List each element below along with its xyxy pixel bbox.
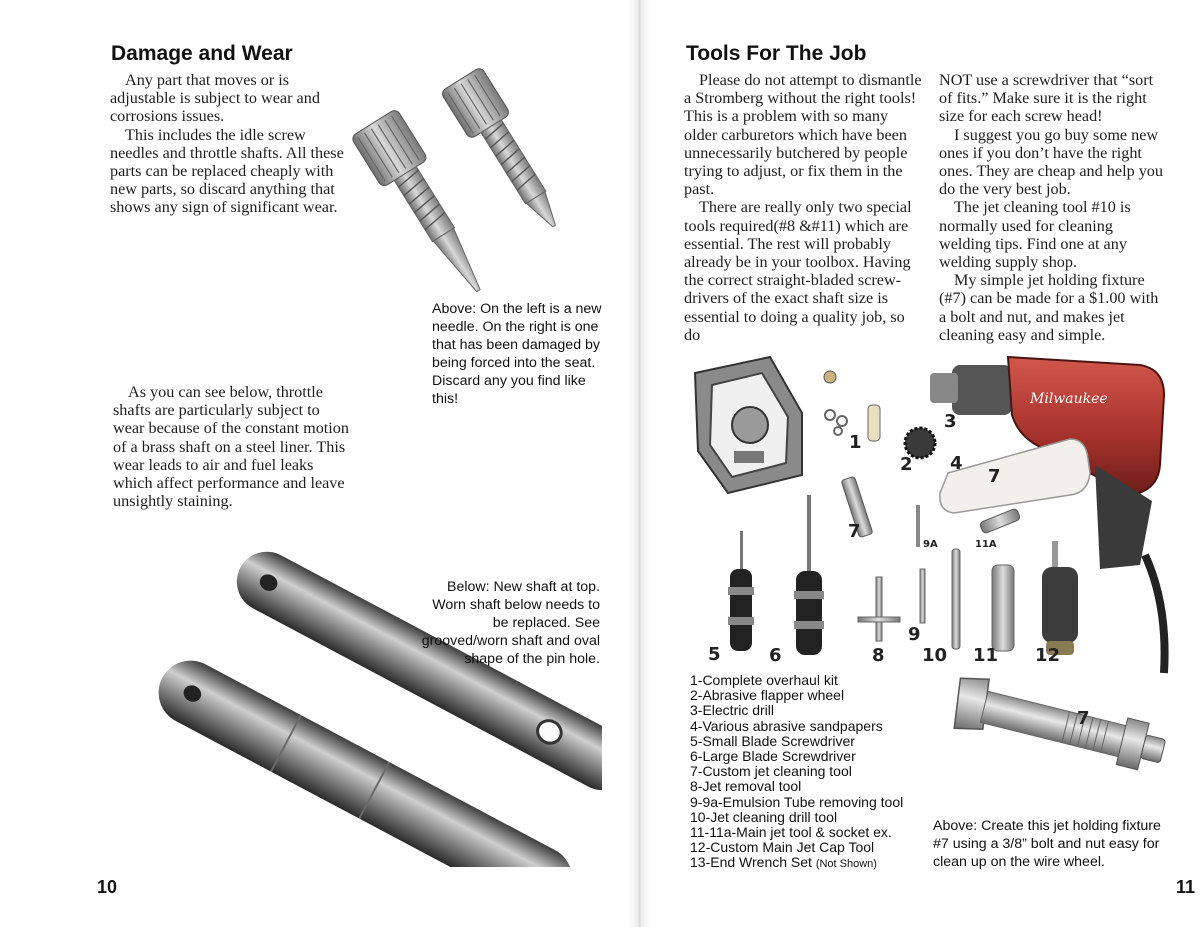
list-item: 2-Abrasive flapper wheel: [690, 687, 845, 704]
shaft-paragraph: As you can see below, throttle shafts are particularly subject to wear because of the constant motion of a brass shaft on a steel liner. This wear leads to air and fuel leaks which affect performance and leave unsightly staining.: [113, 383, 349, 511]
jet-fixture-photo: [940, 690, 1176, 812]
list-item: 12-Custom Main Jet Cap Tool: [690, 839, 875, 856]
tool-label-10: 10: [922, 645, 948, 666]
drill-brand-label: Milwaukee: [1030, 391, 1108, 407]
throttle-shaft-text: [113, 383, 353, 510]
intro-paragraph-2: This includes the idle screw needles and throttle shafts. All these parts can be replaced cheaply with new parts, so discard anything that shows any sign of significant wear.: [110, 125, 344, 217]
list-item: 5-Small Blade Screwdriver: [690, 732, 855, 749]
tool-label-1: 1: [849, 432, 862, 453]
tools-paragraph-2: There are really only two special tools required(#8 &#11) which are essential. The rest will probably already be in your toolbox. Having the correct straight-bladed screw-drivers of the exact shaft size is essential to doing a quality job, so do: [684, 198, 912, 344]
intro-paragraph-1: Any part that moves or is adjustable is subject to wear and corrosions issues.: [110, 71, 320, 126]
not-shown-note: (Not Shown): [815, 858, 877, 871]
tools-photo: [690, 355, 1172, 675]
tool-list: [690, 673, 930, 873]
tool-label-7: 7: [848, 521, 861, 542]
list-item: 10-Jet cleaning drill tool: [690, 808, 838, 825]
tool-label-4: 4: [950, 453, 963, 474]
needle-caption: Above: On the left is a new needle. On the right is one that has been damaged by being forced into the seat. Discard any you find like this!: [432, 301, 602, 407]
tool-label-9a: 9A: [923, 539, 938, 550]
list-item: 6-Large Blade Screwdriver: [690, 748, 856, 765]
list-item: 7-Custom jet cleaning tool: [690, 763, 852, 780]
overhaul-kit-gaskets: [695, 357, 802, 493]
idle-needles-photo: [330, 62, 620, 292]
tool-label-9: 9: [908, 624, 921, 645]
tool-label-2: 2: [900, 454, 913, 475]
tool-label-6: 6: [769, 645, 782, 666]
fixture-caption: Above: Create this jet holding fixture #7 using a 3/8” bolt and nut easy for clean up on the wire wheel.: [933, 818, 1161, 870]
tools-paragraph-3: NOT use a screwdriver that “sort of fits.” Make sure it is the right size for each screw head!: [939, 71, 1154, 126]
list-item-last: [690, 855, 930, 872]
tool-label-12: 12: [1035, 645, 1061, 666]
tool-label-7-fixture: 7: [1077, 708, 1090, 729]
list-item: 1-Complete overhaul kit: [690, 672, 838, 688]
page-number-11: 11: [1176, 877, 1196, 897]
tool-label-11a: 11A: [975, 539, 997, 550]
tools-paragraph-1: Please do not attempt to dismantle a Stromberg without the right tools! This is a problem with so many older carburetors which have been unnecessarily butchered by people trying to adjust, or fix them in the past.: [684, 71, 922, 199]
tools-paragraph-4: I suggest you go buy some new ones if you don’t have the right ones. They are cheap and help you do the very best job.: [939, 125, 1163, 199]
list-item: 11-11a-Main jet tool & socket ex.: [690, 824, 892, 841]
damage-intro-text: [110, 71, 358, 217]
tool-label-7-roll: 7: [988, 466, 1001, 487]
tool-label-11: 11: [973, 645, 999, 666]
tool-label-3: 3: [944, 411, 957, 432]
list-item-last-text: 13-End Wrench Set: [690, 854, 812, 871]
list-item: 3-Electric drill: [690, 702, 775, 719]
list-item: 4-Various abrasive sandpapers: [690, 717, 883, 734]
tool-label-5: 5: [708, 644, 721, 665]
tools-for-the-job-heading: Tools For The Job: [686, 42, 867, 65]
shaft-caption: Below: New shaft at top. Worn shaft below needs to be replaced. See grooved/worn shaft and oval shape of the pin hole.: [421, 579, 600, 667]
tools-column-1: [684, 71, 922, 344]
page-number-10: 10: [97, 877, 118, 897]
tool-label-8: 8: [872, 645, 885, 666]
list-item: 9-9a-Emulsion Tube removing tool: [690, 793, 904, 810]
list-item: 8-Jet removal tool: [690, 778, 802, 795]
tools-paragraph-6: My simple jet holding fixture (#7) can be made for a $1.00 with a bolt and nut, and makes jet cleaning easy and simple.: [939, 271, 1159, 344]
tools-paragraph-5: The jet cleaning tool #10 is normally used for cleaning welding tips. Find one at any welding supply shop.: [939, 198, 1131, 272]
book-gutter: [628, 0, 650, 927]
tools-column-2: [939, 71, 1165, 344]
damage-and-wear-heading: Damage and Wear: [111, 42, 293, 65]
